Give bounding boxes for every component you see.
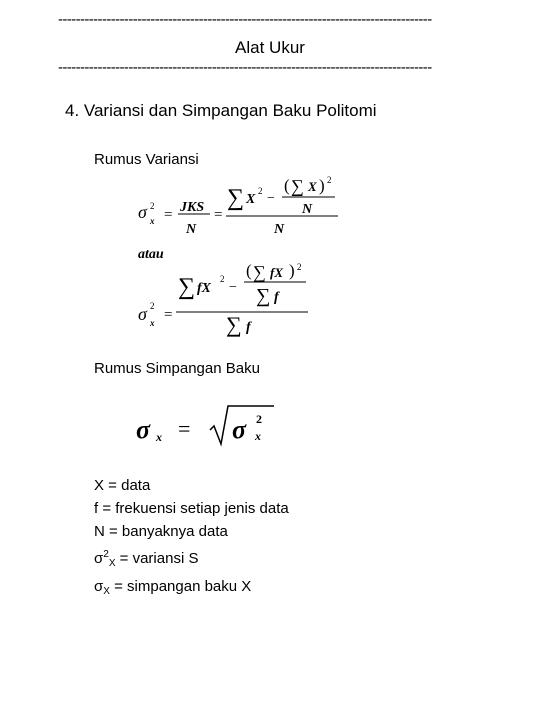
sigma-symbol: σ [94, 578, 104, 595]
svg-text:2: 2 [297, 262, 302, 272]
svg-text:∑: ∑ [253, 262, 266, 282]
standard-deviation-formula [134, 400, 284, 450]
definition-standard-deviation [94, 575, 289, 603]
svg-text:σ: σ [232, 415, 247, 444]
subscript: X [108, 558, 116, 569]
svg-text:2: 2 [258, 186, 263, 196]
exponent: 2 [103, 549, 109, 560]
svg-text:f: f [246, 320, 251, 335]
definition-x: X = data [94, 477, 151, 494]
svg-text:=: = [164, 307, 173, 323]
or-label [138, 244, 178, 262]
svg-text:x: x [150, 318, 155, 328]
svg-text:N: N [274, 222, 285, 237]
svg-text:−: − [229, 280, 237, 295]
variance-formula-label: Rumus Variansi [94, 151, 199, 168]
variance-formula-1 [134, 172, 344, 242]
definition-text: = variansi S [115, 550, 199, 567]
svg-text:): ) [289, 262, 295, 280]
svg-text:(: ( [246, 262, 252, 280]
top-separator: ------------------------------------------------------------------------------------- [58, 12, 432, 28]
definition-n: N = banyaknya data [94, 523, 228, 540]
svg-text:2: 2 [220, 274, 225, 284]
definition-text: = simpangan baku X [109, 578, 252, 595]
definitions-list [94, 474, 289, 603]
svg-text:=: = [214, 207, 223, 223]
svg-text:fX: fX [270, 265, 283, 280]
svg-text:=: = [164, 207, 173, 223]
svg-text:JKS: JKS [180, 200, 205, 215]
svg-text:∑: ∑ [178, 274, 196, 300]
svg-text:2: 2 [150, 201, 155, 211]
svg-text:=: = [178, 416, 191, 441]
subscript: X [103, 586, 110, 597]
svg-text:∑: ∑ [227, 185, 245, 211]
svg-text:N: N [302, 202, 313, 217]
bottom-separator: ------------------------------------------------------------------------------------- [58, 60, 432, 76]
page-title: Alat Ukur [235, 38, 305, 57]
definition-variance [94, 543, 289, 575]
svg-text:∑: ∑ [226, 312, 242, 337]
definition-f: f = frekuensi setiap jenis data [94, 500, 289, 517]
section-heading: 4. Variansi dan Simpangan Baku Politomi [65, 101, 377, 120]
svg-text:f: f [274, 290, 279, 305]
svg-text:(: ( [284, 176, 290, 195]
svg-text:∑: ∑ [256, 285, 271, 307]
svg-text:fX: fX [197, 281, 211, 296]
svg-text:2: 2 [150, 301, 155, 311]
svg-text:2: 2 [256, 412, 262, 426]
svg-text:x: x [255, 429, 261, 443]
svg-text:): ) [319, 176, 325, 195]
svg-text:X: X [246, 192, 256, 207]
svg-text:x: x [156, 430, 162, 444]
variance-formula-2 [134, 262, 314, 340]
standard-deviation-formula-label: Rumus Simpangan Baku [94, 360, 260, 377]
svg-text:σ: σ [136, 415, 151, 444]
sigma-symbol: σ [94, 550, 104, 567]
svg-text:atau: atau [138, 247, 164, 262]
svg-text:∑: ∑ [291, 176, 304, 196]
svg-text:X: X [308, 179, 317, 194]
svg-text:2: 2 [327, 175, 332, 185]
svg-text:N: N [186, 222, 197, 237]
svg-text:σ: σ [138, 304, 147, 324]
svg-text:σ: σ [138, 202, 147, 222]
svg-text:−: − [267, 191, 275, 206]
svg-text:x: x [150, 216, 155, 226]
